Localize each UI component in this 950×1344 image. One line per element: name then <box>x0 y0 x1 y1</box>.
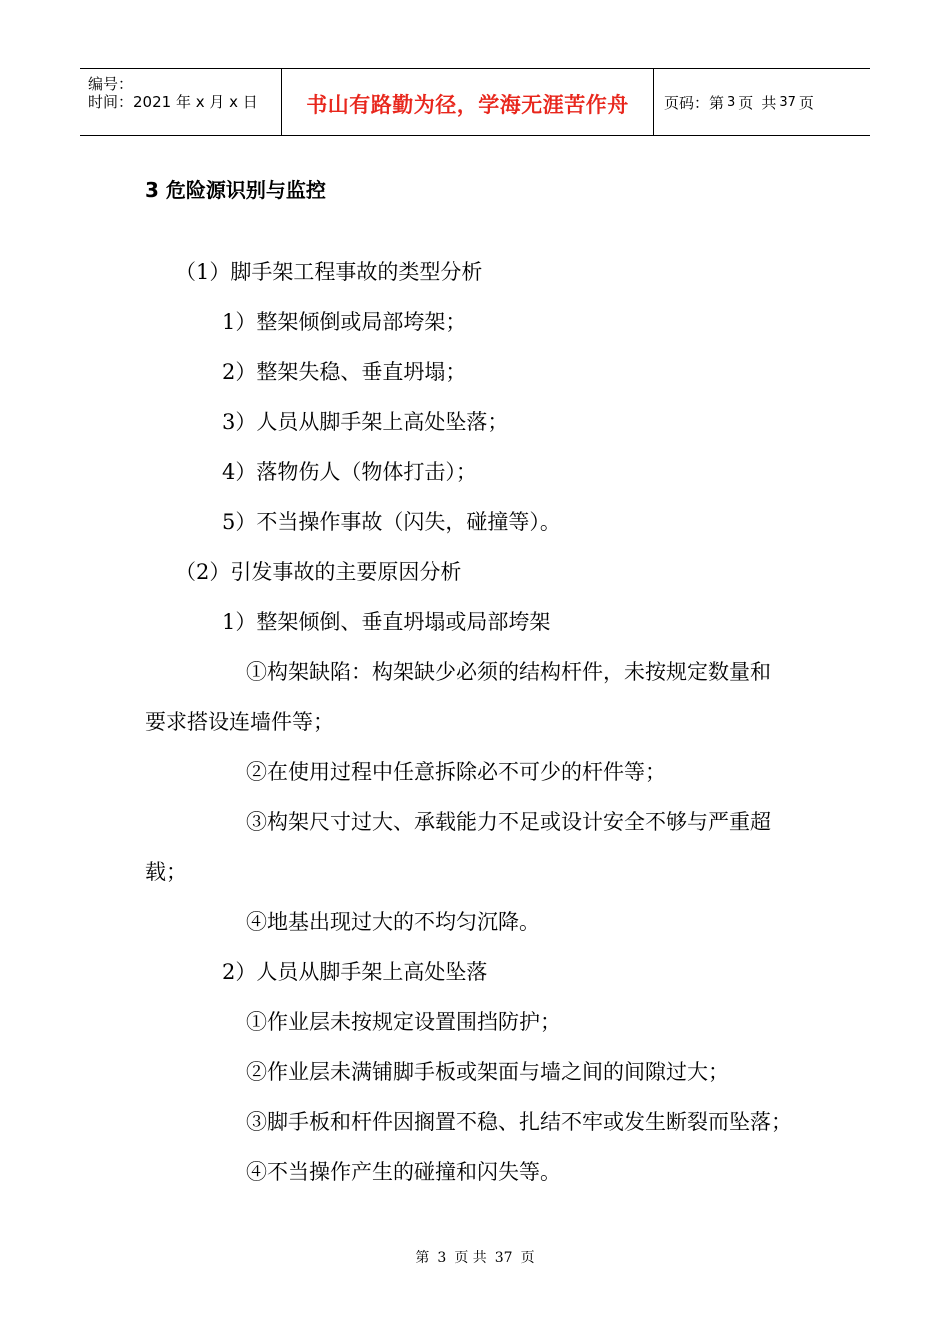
list-item: 2）人员从脚手架上高处坠落 <box>222 960 488 984</box>
footer-page-current: 3 <box>437 1250 447 1266</box>
footer-page-total: 37 <box>494 1250 513 1266</box>
paragraph-line: ②作业层未满铺脚手板或架面与墙之间的间隙过大； <box>246 1060 729 1084</box>
document-code-label: 编号： <box>88 75 134 93</box>
paragraph-line: ②在使用过程中任意拆除必不可少的杆件等； <box>246 760 666 784</box>
header-page-suffix: 页 <box>798 93 814 112</box>
paragraph-line: ④地基出现过大的不均匀沉降。 <box>246 910 540 934</box>
header-motto-cell <box>282 69 654 135</box>
footer-mid: 页 共 <box>454 1250 487 1266</box>
header-info-cell <box>80 69 282 135</box>
section-title: 3 危险源识别与监控 <box>145 178 326 202</box>
paragraph-line: ③脚手板和杆件因搁置不稳、扎结不牢或发生断裂而坠落； <box>246 1110 792 1134</box>
document-time-label: 时间：2021 年 x 月 x 日 <box>88 93 258 111</box>
header-page-cell <box>654 69 870 135</box>
header-page-prefix: 页码：第 <box>664 93 725 112</box>
list-item: 4）落物伤人（物体打击）； <box>222 460 477 484</box>
subsection-heading: （1）脚手架工程事故的类型分析 <box>175 260 483 284</box>
header-page-current: 3 <box>727 94 736 110</box>
list-item: 1）整架倾倒或局部垮架； <box>222 310 467 334</box>
list-item: 2）整架失稳、垂直坍塌； <box>222 360 467 384</box>
paragraph-line: ①构架缺陷：构架缺少必须的结构杆件，未按规定数量和 <box>246 660 771 684</box>
list-item: 5）不当操作事故（闪失，碰撞等）。 <box>222 510 561 534</box>
footer-suffix: 页 <box>520 1250 535 1266</box>
header-page-mid: 页 <box>738 93 754 112</box>
header-page-total: 37 <box>779 94 796 110</box>
footer-prefix: 第 <box>415 1250 430 1266</box>
header-motto: 书山有路勤为径，学海无涯苦作舟 <box>306 93 629 117</box>
paragraph-line: ④不当操作产生的碰撞和闪失等。 <box>246 1160 561 1184</box>
list-item: 3）人员从脚手架上高处坠落； <box>222 410 509 434</box>
paragraph-line: 要求搭设连墙件等； <box>145 710 334 734</box>
paragraph-line: ①作业层未按规定设置围挡防护； <box>246 1010 561 1034</box>
page-header <box>80 68 870 136</box>
list-item: 1）整架倾倒、垂直坍塌或局部垮架 <box>222 610 551 634</box>
header-page-total-prefix: 共 <box>761 93 777 112</box>
paragraph-line: ③构架尺寸过大、承载能力不足或设计安全不够与严重超 <box>246 810 771 834</box>
paragraph-line: 载； <box>145 860 187 884</box>
subsection-heading: （2）引发事故的主要原因分析 <box>175 560 462 584</box>
page-footer <box>0 1247 950 1267</box>
